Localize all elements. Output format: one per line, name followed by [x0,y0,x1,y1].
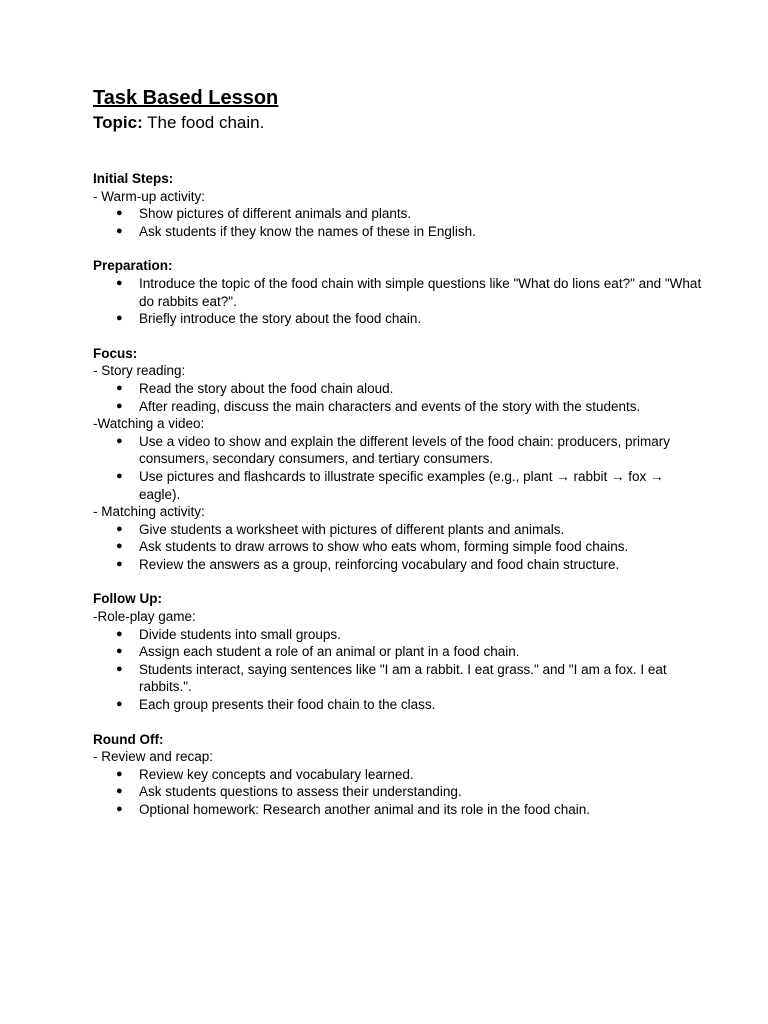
lesson-sections [93,170,708,819]
lesson-section [93,345,708,574]
topic-line [93,112,708,134]
bullet-list [93,275,708,328]
bullet-icon: ● [116,785,123,798]
list-item-text: Briefly introduce the story about the food chain. [139,311,422,327]
bullet-icon: ● [116,224,123,237]
bullet-icon: ● [116,627,123,640]
bullet-icon: ● [116,207,123,220]
list-item [116,661,708,696]
spacer [93,134,708,170]
list-item-text: Give students a worksheet with pictures of different plants and animals. [139,521,565,537]
bullet-icon: ● [116,557,123,570]
list-item [116,696,708,714]
list-item [116,643,708,661]
list-item-text: Optional homework: Research another animal and its role in the food chain. [139,802,591,817]
bullet-icon: ● [116,662,123,675]
list-item [116,468,708,503]
bullet-icon: ● [116,399,123,412]
list-item [116,223,708,241]
list-item-text: Ask students if they know the names of these in English. [139,223,476,239]
list-item [116,766,708,784]
bullet-icon: ● [116,381,123,394]
bullet-list [93,380,708,415]
list-item [116,398,708,416]
list-item [116,275,708,310]
lesson-section [93,731,708,819]
activity-label: - Warm-up activity: [93,188,206,204]
bullet-list [93,433,708,503]
section-heading: Round Off: [93,731,164,747]
list-item-text: Each group presents their food chain to the class. [139,697,436,713]
list-item-text: Ask students to draw arrows to show who eats whom, forming simple food chains. [139,539,629,555]
list-item [116,521,708,539]
topic-label: Topic: [93,113,143,132]
list-item-text: Read the story about the food chain aloud. [139,380,394,396]
list-item-text: Use pictures and flashcards to illustrate specific examples (e.g., plant → rabbit → fox → eagle). [139,468,664,502]
list-item-text: Show pictures of different animals and plants. [139,206,412,222]
section-heading: Focus: [93,345,138,361]
list-item [116,783,708,801]
bullet-list [93,205,708,240]
list-item-text: Review key concepts and vocabulary learned. [139,766,414,782]
bullet-list [93,626,708,714]
list-item [116,801,708,819]
list-item-text: Ask students questions to assess their understanding. [139,784,462,800]
list-item-text: Divide students into small groups. [139,626,341,642]
list-item-text: Use a video to show and explain the different levels of the food chain: producers, primary consumers, secondary consumers, and tertiary consumers. [139,433,671,467]
list-item [116,380,708,398]
list-item [116,433,708,468]
bullet-icon: ● [116,312,123,325]
list-item [116,205,708,223]
bullet-icon: ● [116,540,123,553]
list-item-text: Review the answers as a group, reinforcing vocabulary and food chain structure. [139,556,620,572]
lesson-section [93,257,708,327]
bullet-icon: ● [116,522,123,535]
list-item [116,538,708,556]
activity-label: - Story reading: [93,363,186,379]
bullet-icon: ● [116,469,123,482]
bullet-icon: ● [116,698,123,711]
bullet-list [93,521,708,574]
bullet-icon: ● [116,276,123,289]
lesson-section [93,170,708,240]
list-item-text: Students interact, saying sentences like "I am a rabbit. I eat grass." and "I am a fox. I eat rabbits.". [139,661,667,695]
list-item [116,626,708,644]
list-item [116,556,708,574]
list-item-text: Introduce the topic of the food chain with simple questions like "What do lions eat?" and "What do rabbits eat?". [139,275,702,309]
list-item-text: Assign each student a role of an animal or plant in a food chain. [139,644,520,660]
section-heading: Follow Up: [93,591,162,607]
activity-label: -Role-play game: [93,609,196,625]
activity-label: - Matching activity: [93,504,205,520]
list-item-text: After reading, discuss the main characters and events of the story with the students. [139,398,641,414]
bullet-icon: ● [116,645,123,658]
activity-label: -Watching a video: [93,416,205,432]
document-title: Task Based Lesson [93,87,279,109]
bullet-icon: ● [116,434,123,447]
section-heading: Initial Steps: [93,171,174,186]
bullet-icon: ● [116,767,123,780]
bullet-list [93,766,708,819]
section-heading: Preparation: [93,258,173,274]
lesson-section [93,590,708,713]
topic-value: The food chain. [142,113,265,132]
activity-label: - Review and recap: [93,749,214,765]
list-item [116,310,708,328]
bullet-icon: ● [116,803,123,815]
